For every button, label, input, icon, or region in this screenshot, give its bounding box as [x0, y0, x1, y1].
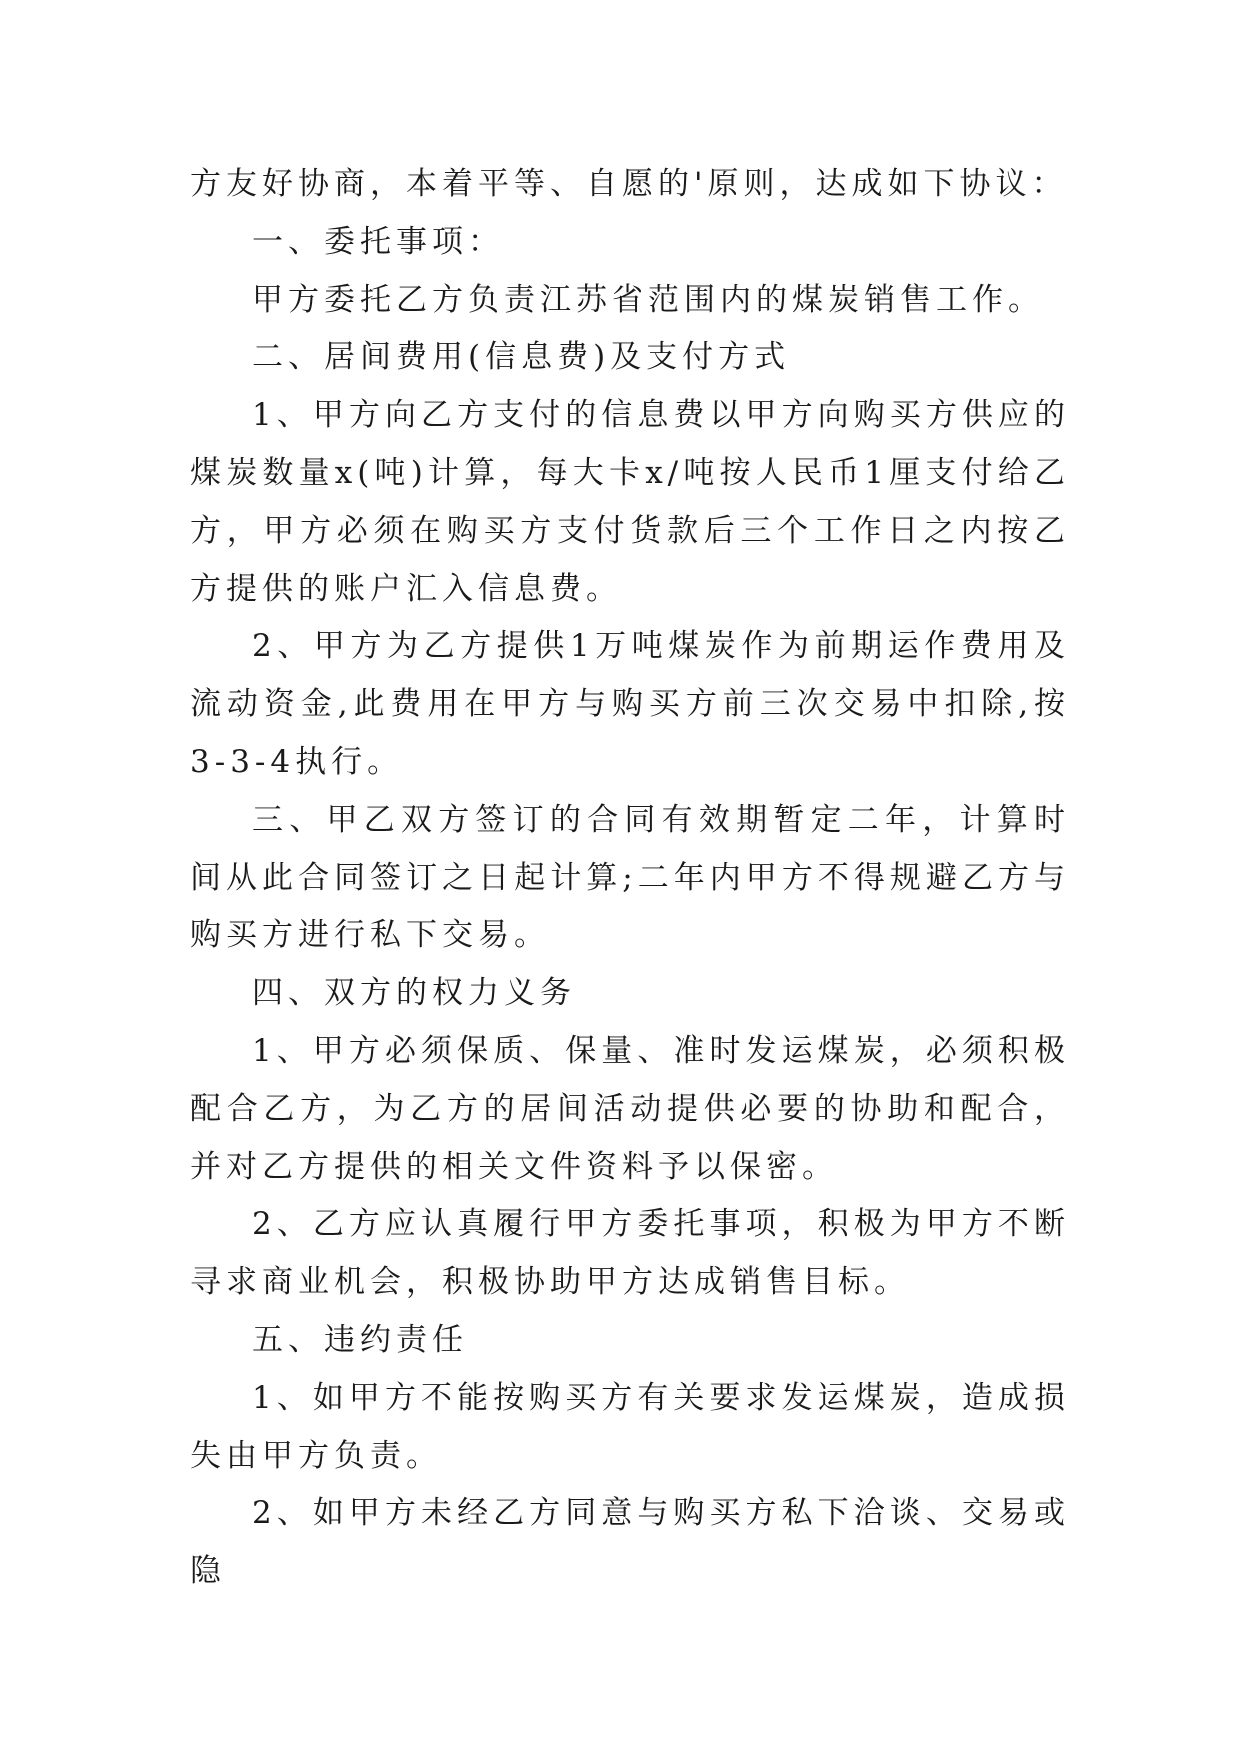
clause-paragraph: 1、如甲方不能按购买方有关要求发运煤炭，造成损失由甲方负责。 [190, 1379, 1070, 1474]
section-paragraph: 三、甲乙双方签订的合同有效期暂定二年，计算时间从此合同签订之日起计算;二年内甲方不得规避乙方与购买方进行私下交易。 [190, 801, 1070, 954]
paragraph: 方友好协商，本着平等、自愿的'原则，达成如下协议： [190, 166, 1068, 202]
clause-paragraph: 1、甲方必须保质、保量、准时发运煤炭，必须积极配合乙方，为乙方的居间活动提供必要的协助和配合，并对乙方提供的相关文件资料予以保密。 [190, 1032, 1070, 1185]
section-heading: 五、违约责任 [252, 1321, 468, 1358]
clause-paragraph: 2、如甲方未经乙方同意与购买方私下洽谈、交易或隐 [190, 1495, 1070, 1590]
section-heading: 四、双方的权力义务 [252, 975, 576, 1012]
paragraph: 甲方委托乙方负责江苏省范围内的煤炭销售工作。 [252, 281, 1044, 318]
document-body [190, 156, 1070, 1601]
section-heading: 二、居间费用(信息费)及支付方式 [252, 339, 791, 376]
clause-paragraph: 2、乙方应认真履行甲方委托事项，积极为甲方不断寻求商业机会，积极协助甲方达成销售目标。 [190, 1206, 1070, 1301]
clause-paragraph: 1、甲方向乙方支付的信息费以甲方向购买方供应的煤炭数量x(吨)计算，每大卡x/吨按人民币1厘支付给乙方，甲方必须在购买方支付货款后三个工作日之内按乙方提供的账户汇入信息费。 [190, 397, 1070, 607]
clause-paragraph: 2、甲方为乙方提供1万吨煤炭作为前期运作费用及流动资金,此费用在甲方与购买方前三次交易中扣除,按3-3-4执行。 [190, 628, 1070, 780]
section-heading: 一、委托事项： [252, 223, 504, 260]
